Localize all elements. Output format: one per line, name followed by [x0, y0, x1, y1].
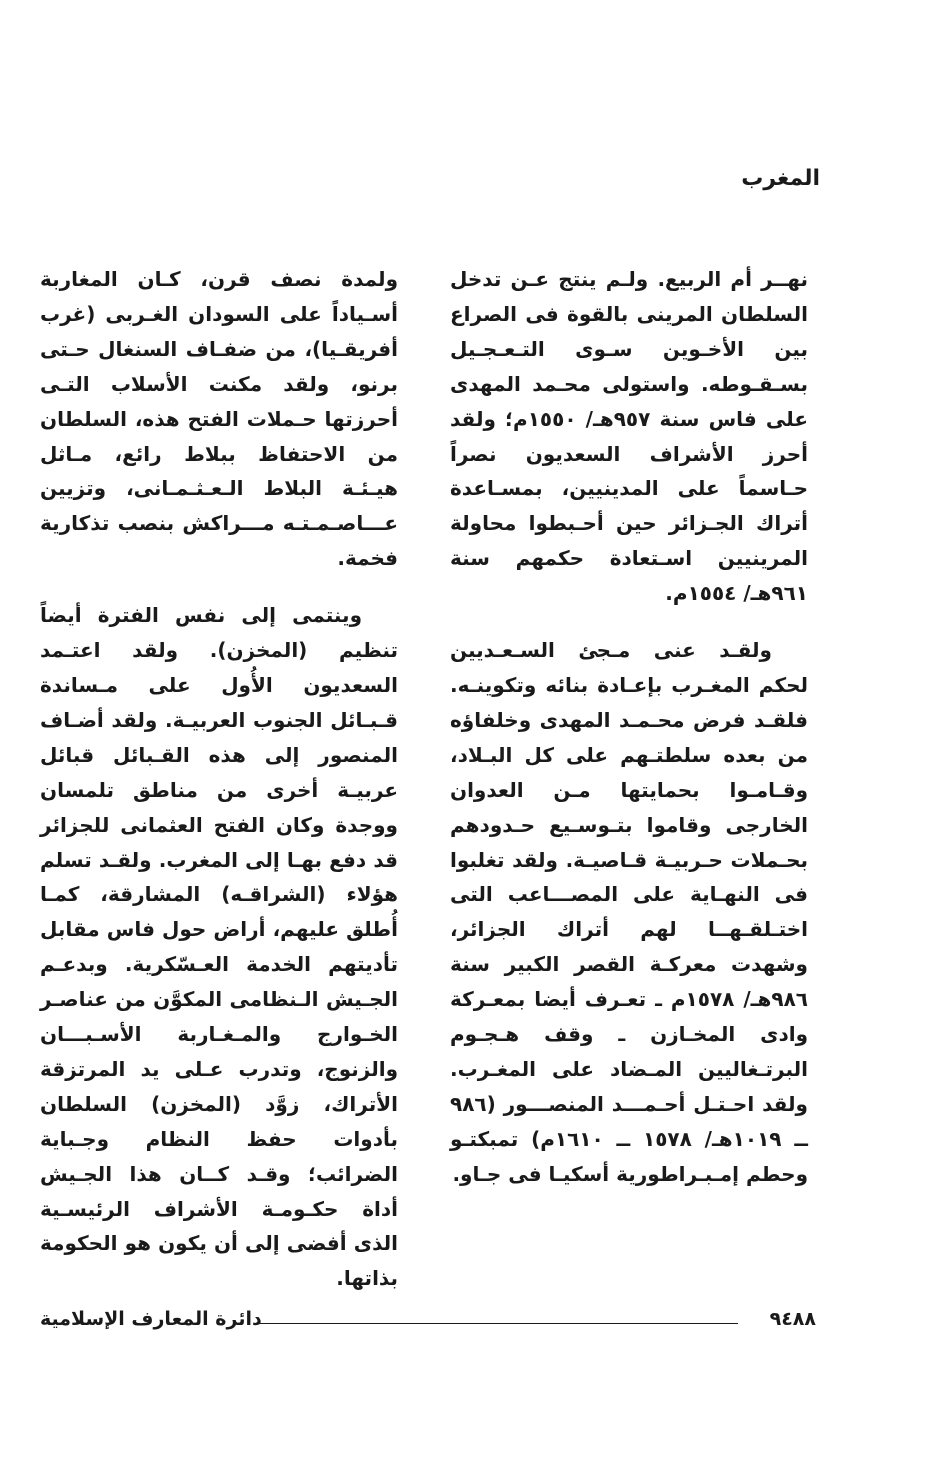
left-text-column [40, 262, 398, 1296]
running-header-title: المغرب [741, 166, 820, 191]
paragraph: ولمدة نصف قرن، كـان المغاربة أسـياداً على السودان الغـربى (غرب أفريقـيا)، من ضفـاف السنغال حـتى برنو، ولقد مكنت الأسلاب التـى أحرزتها حـملات الفتح هذه، السلطان من الاحتفاظ ببلاط رائع، مـاثل هيـئـة البلاط الـعـثـمـانى، وتزيين عـــاصـمـتـه مـــراكش بنصب تذكارية فخمة. [40, 267, 398, 571]
page-footer [40, 1308, 816, 1338]
footer-publication-title: دائرة المعارف الإسلامية [40, 1308, 262, 1330]
footer-divider-line [258, 1323, 738, 1324]
right-text-column [450, 262, 808, 1192]
paragraph: ولقـد عنى مـجئ السـعـديين لحكم المغـرب بإعـادة بنائه وتكوينـه. فلقـد فرض محـمـد المهدى وخلفاؤه من بعده سلطتـهم على كل البـلاد، وقـامـوا بحمايتها مـن العدوان الخارجى وقاموا بتـوسـيع حـدودهم بحـملات حـربيـة قـاصيـة. ولقد تغلبوا فى النهـاية على المصـــاعب التى اختـلقـهــا لهم أتراك الجزائر، وشهدت معركـة القصر الكبير سنة ٩٨٦هـ/ ١٥٧٨م ـ تعـرف أيضا بمعـركة وادى المخـازن ـ وقف هـجـوم البرتـغاليين المـضاد على المغـرب. ولقد احـتـل أحـمـــد المنصـــور (٩٨٦ ــ ١٠١٩هـ/ ١٥٧٨ ــ ١٦١٠م) تمبكتـو وحطم إمـبـراطورية أسكيـا فى جـاو. [450, 638, 808, 1186]
paragraph: نهــر أم الربيع. ولـم ينتج عـن تدخل السلطان المرينى بالقوة فى الصراع بين الأخـوين سـوى التـعـجـيل بسـقـوطه. واستولى محـمد المهدى على فاس سنة ٩٥٧هـ/ ١٥٥٠م؛ ولقد أحرز الأشراف السعديون نصراً حـاسماً على المدينيين، بمسـاعدة أتراك الجـزائر حين أحـبطوا محاولة المرينيين اسـتعادة حكمهم سنة ٩٦١هـ/ ١٥٥٤م. [450, 267, 808, 606]
page-number: ٩٤٨٨ [769, 1308, 816, 1330]
paragraph: وينتمى إلى نفس الفترة أيضاً تنظيم (المخزن). ولقد اعتـمد السعديون الأُول على مـساندة قـبـائل الجنوب العربيـة. ولقد أضـاف المنصور إلى هذه القـبائل قبائل عربيـة أخرى من مناطق تلمسان ووجدة وكان الفتح العثمانى للجزائر قد دفع بهـا إلى المغرب. ولقـد تسلم هؤلاء (الشراقـه) المشارقة، كمـا أُطلق عليهم، أراض حول فاس مقابل تأديتهم الخدمة العـسّكرية. وبدعـم الجـيش الـنظامى المكوَّن من عناصـر الخـوارج والمـغـاربة الأسـبـــان والزنوج، وتدرب عـلى يد المرتزقة الأتراك، زوَّد (المخزن) السلطان بأدوات حفظ النظام وجـباية الضرائب؛ وقـد كــان هذا الجـيش أداة حكـومـة الأشراف الرئيسـية الذى أفضى إلى أن يكون هو الحكومة بذاتها. [40, 603, 398, 1291]
